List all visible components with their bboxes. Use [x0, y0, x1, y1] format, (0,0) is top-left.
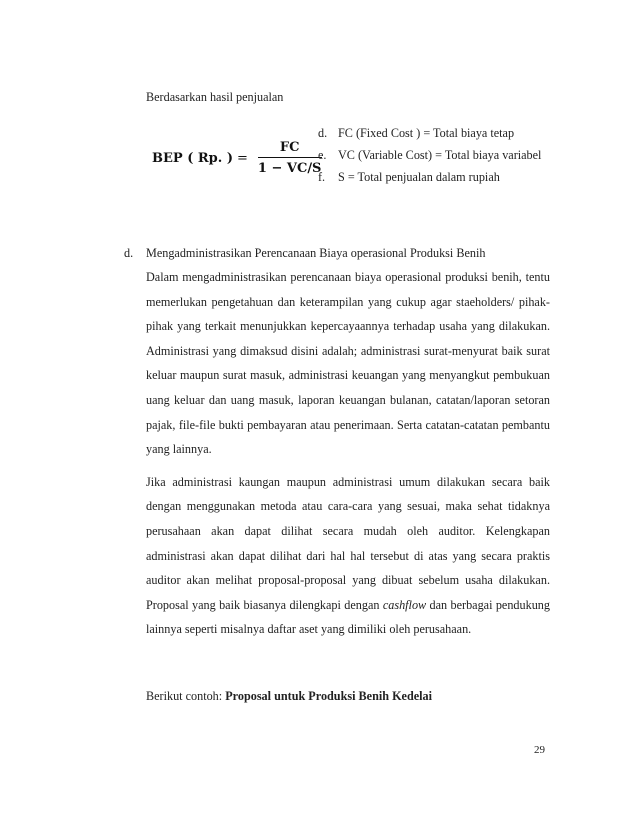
example-title: Proposal untuk Produksi Benih Kedelai [225, 689, 433, 703]
definition-text: VC (Variable Cost) = Total biaya variabel [338, 148, 542, 162]
paragraph-2-text-end: dan berbagai pendukung lainnya seperti misalnya daftar aset yang dimiliki oleh perusahaan. [146, 597, 550, 637]
formula-lhs: BEP ( Rp. ) [152, 150, 233, 166]
example-line [146, 689, 432, 704]
paragraph-1: Dalam mengadministrasikan perencanaan biaya operasional produksi benih, tentu memerlukan pengetahuan dan keterampilan yang cukup agar staeholders/ pihak-pihak yang terkait menunjukkan kepercayaannya terhadap usaha yang dilakukan. Administrasi yang dimaksud disini adalah; administrasi surat-menyurat baik surat keluar maupun surat masuk, administrasi keuangan yang menyangkut pembukuan uang keluar dan uang masuk, laporan keuangan bulanan, catatan/laporan setoran pajak, file-file bukti pembayaran atau penerimaan. Serta catatan-catatan pembantu yang lainnya. [146, 270, 550, 457]
section-title: Mengadministrasikan Perencanaan Biaya operasional Produksi Benih [146, 246, 486, 260]
definition-text: FC (Fixed Cost ) = Total biaya tetap [338, 126, 515, 140]
bep-formula [152, 140, 325, 176]
definition-item [318, 122, 548, 144]
definition-marker: d. [318, 126, 328, 140]
definition-item [318, 166, 548, 188]
section-heading [124, 241, 550, 265]
definition-marker: f. [318, 170, 326, 184]
paragraph-2-text-start: Jika administrasi kaungan maupun administrasi umum dilakukan secara baik dengan menggunakan metoda atau cara-cara yang sesuai, maka sehat tidaknya perusahaan akan dapat dilihat secara mudah oleh auditor. Kelengkapan administrasi akan dapat dilihat dari hal hal tersebut di atas yang secara praktis auditor akan melihat proposal-proposal yang dibuat sebelum usaha dilakukan. Proposal yang baik biasanya dilengkapi dengan [146, 474, 550, 612]
formula-equals: = [236, 150, 248, 166]
definition-marker: e. [318, 148, 327, 162]
section-d [124, 241, 550, 642]
cashflow-term: cashflow [382, 597, 427, 612]
definition-list [318, 122, 548, 188]
formula-numerator: FC [279, 140, 300, 155]
example-prefix: Berikut contoh: [146, 689, 226, 703]
formula-denominator: 1 − VC/S [257, 161, 322, 176]
definition-item [318, 144, 548, 166]
section-marker: d. [124, 246, 134, 260]
page-number: 29 [534, 744, 545, 756]
intro-text: Berdasarkan hasil penjualan [146, 90, 284, 104]
definition-text: S = Total penjualan dalam rupiah [338, 170, 500, 184]
formula-fraction [254, 140, 326, 176]
paragraph-2 [146, 470, 550, 642]
